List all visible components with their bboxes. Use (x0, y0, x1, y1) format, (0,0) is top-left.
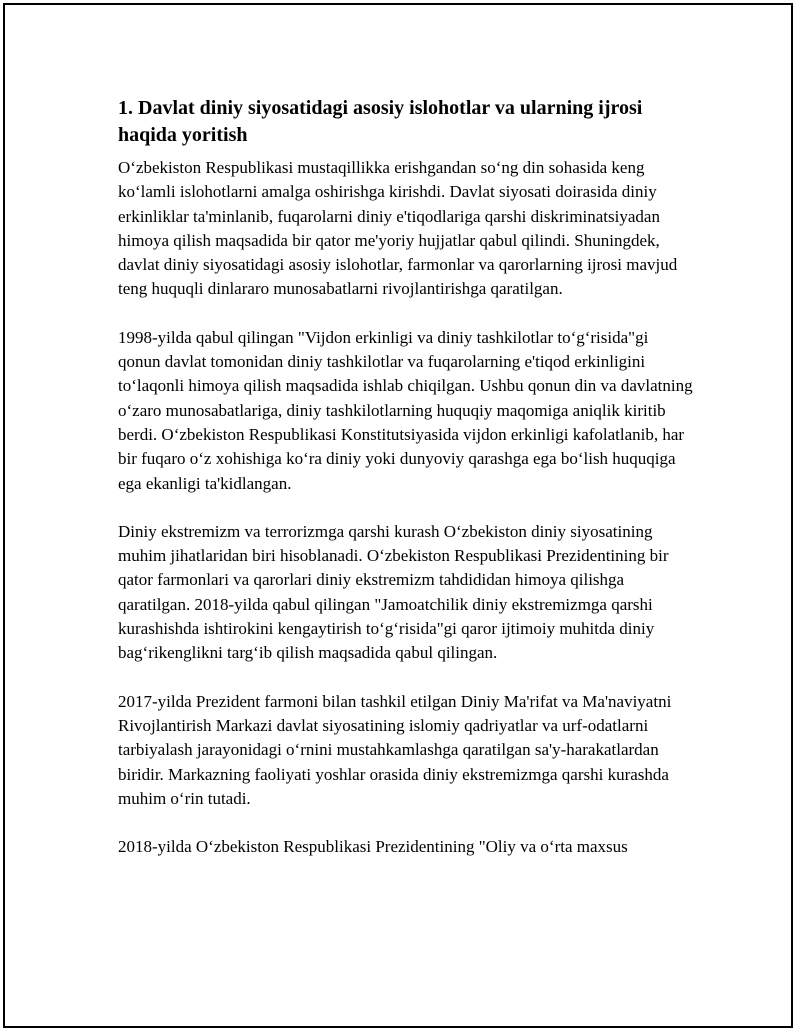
paragraph-2: 1998-yilda qabul qilingan "Vijdon erkinligi va diniy tashkilotlar to‘g‘risida"gi qonun davlat tomonidan diniy tashkilotlar va fuqarolarning e'tiqod erkinligini to‘laqonli himoya qilish maqsadida ishlab chiqilgan. Ushbu qonun din va davlatning o‘zaro munosabatlariga, diniy tashkilotlarning huquqiy maqomiga aniqlik kiritib berdi. O‘zbekiston Respublikasi Konstitutsiyasida vijdon erkinligi kafolatlanib, har bir fuqaro o‘z xohishiga ko‘ra diniy yoki dunyoviy qarashga ega bo‘lish huquqiga ega ekanligi ta'kidlangan. (118, 327, 693, 493)
paragraph-1: O‘zbekiston Respublikasi mustaqillikka erishgandan so‘ng din sohasida keng ko‘lamli islohotlarni amalga oshirishga kirishdi. Davlat siyosati doirasida diniy erkinliklar ta'minlanib, fuqarolarni diniy e'tiqodlariga qarshi diskriminatsiyadan himoya qilish maqsadida bir qator me'yoriy hujjatlar qabul qilindi. Shuningdek, davlat diniy siyosatidagi asosiy islohotlar, farmonlar va qarorlarning ijrosi mavjud teng huquqli dinlararo munosabatlarni rivojlantirishga qaratilgan. (118, 158, 678, 299)
paragraph-5: 2018-yilda O‘zbekiston Respublikasi Prezidentining "Oliy va o‘rta maxsus (118, 837, 628, 857)
document-title: 1. Davlat diniy siyosatidagi asosiy islohotlar va ularning ijrosi haqida yoritish (118, 97, 643, 146)
paragraph-3: Diniy ekstremizm va terrorizmga qarshi kurash O‘zbekiston diniy siyosatining muhim jihatlaridan biri hisoblanadi. O‘zbekiston Respublikasi Prezidentining bir qator farmonlari va qarorlari diniy ekstremizm tahdididan himoya qilishga qaratilgan. 2018-yilda qabul qilingan "Jamoatchilik diniy ekstremizmga qarshi kurashishda ishtirokini kengaytirish to‘g‘risida"gi qaror ijtimoiy muhitda diniy bag‘rikenglikni targ‘ib qilish maqsadida qabul qilingan. (118, 521, 669, 663)
document-body (118, 95, 693, 883)
paragraph-4: 2017-yilda Prezident farmoni bilan tashkil etilgan Diniy Ma'rifat va Ma'naviyatni Rivojlantirish Markazi davlat siyosatining islomiy qadriyatlar va urf-odatlarni tarbiyalash jarayonidagi o‘rnini mustahkamlashga qaratilgan sa'y-harakatlardan biridir. Markazning faoliyati yoshlar orasida diniy ekstremizmga qarshi kurashda muhim o‘rin tutadi. (118, 691, 672, 808)
